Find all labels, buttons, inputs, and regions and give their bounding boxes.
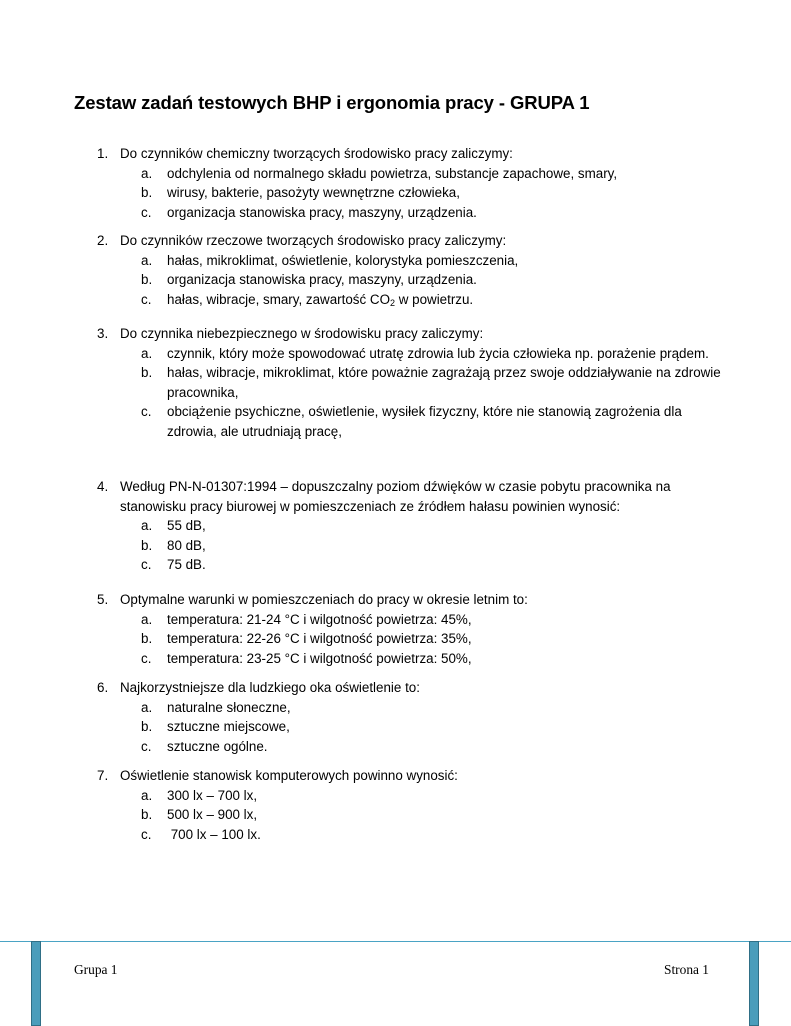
option-text bbox=[167, 290, 727, 310]
option-text: czynnik, który może spowodować utratę zdrowia lub życia człowieka np. porażenie prądem. bbox=[167, 345, 709, 361]
answer-option bbox=[141, 203, 727, 223]
option-letter: c. bbox=[141, 204, 152, 220]
option-letter: c. bbox=[141, 557, 152, 572]
answer-option bbox=[141, 610, 727, 630]
answer-option bbox=[141, 290, 727, 310]
answer-option bbox=[141, 536, 727, 556]
footer-divider bbox=[0, 941, 791, 942]
footer-page-number: Strona 1 bbox=[664, 962, 710, 977]
answer-option bbox=[141, 402, 727, 441]
footer-group-label: Grupa 1 bbox=[74, 962, 118, 977]
option-text: temperatura: 22-26 °C i wilgotność powietrza: 35%, bbox=[167, 631, 472, 646]
question-number: 7. bbox=[97, 768, 109, 783]
option-letter: b. bbox=[141, 631, 153, 646]
option-text: hałas, mikroklimat, oświetlenie, kolorystyka pomieszczenia, bbox=[167, 252, 519, 268]
option-text: odchylenia od normalnego składu powietrza, substancje zapachowe, smary, bbox=[167, 165, 618, 181]
footer-accent-bar-left bbox=[31, 941, 41, 1026]
question-text: Do czynników chemiczny tworzących środowisko pracy zaliczymy: bbox=[120, 146, 513, 161]
option-text: organizacja stanowiska pracy, maszyny, urządzenia. bbox=[167, 204, 477, 220]
question-text: Do czynników rzeczowe tworzących środowisko pracy zaliczymy: bbox=[120, 233, 507, 248]
option-text: 700 lx – 100 lx. bbox=[167, 826, 261, 842]
option-letter: a. bbox=[141, 165, 153, 181]
option-letter: a. bbox=[141, 518, 153, 533]
option-letter: b. bbox=[141, 365, 153, 380]
answer-option bbox=[141, 786, 727, 806]
option-text: naturalne słoneczne, bbox=[167, 699, 291, 715]
answer-option bbox=[141, 251, 727, 271]
option-text: sztuczne miejscowe, bbox=[167, 719, 290, 734]
answer-option bbox=[141, 825, 727, 845]
page-title: Zestaw zadań testowych BHP i ergonomia pracy - GRUPA 1 bbox=[74, 92, 590, 113]
answer-option bbox=[141, 717, 727, 737]
question-4 bbox=[97, 477, 727, 575]
question-7 bbox=[97, 766, 727, 844]
option-letter: c. bbox=[141, 738, 152, 754]
answer-option bbox=[141, 164, 727, 184]
question-6 bbox=[97, 678, 727, 756]
option-letter: c. bbox=[141, 291, 152, 307]
answer-option bbox=[141, 649, 727, 669]
question-text: Oświetlenie stanowisk komputerowych powinno wynosić: bbox=[120, 768, 458, 783]
option-letter: a. bbox=[141, 787, 153, 803]
answer-option bbox=[141, 516, 727, 536]
question-5 bbox=[97, 590, 727, 668]
question-1 bbox=[97, 144, 727, 222]
option-letter: a. bbox=[141, 611, 153, 627]
option-text: 500 lx – 900 lx, bbox=[167, 807, 258, 822]
question-number: 5. bbox=[97, 592, 109, 607]
question-3 bbox=[97, 324, 727, 441]
question-number: 3. bbox=[97, 326, 109, 341]
option-text-tail: w powietrzu. bbox=[395, 291, 474, 307]
answer-option bbox=[141, 363, 727, 402]
answer-option bbox=[141, 698, 727, 718]
option-text: wirusy, bakterie, pasożyty wewnętrzne człowieka, bbox=[167, 185, 460, 200]
answer-option bbox=[141, 737, 727, 757]
subscript: 2 bbox=[390, 297, 396, 308]
answer-option bbox=[141, 344, 727, 364]
answer-option bbox=[141, 270, 727, 290]
option-text: obciążenie psychiczne, oświetlenie, wysiłek fizyczny, które nie stanowią zagrożenia dla zdrowia, ale utrudniają pracę, bbox=[167, 404, 682, 439]
option-letter: b. bbox=[141, 185, 153, 200]
question-2 bbox=[97, 231, 727, 309]
option-text: 300 lx – 700 lx, bbox=[167, 787, 258, 803]
question-text: Optymalne warunki w pomieszczeniach do pracy w okresie letnim to: bbox=[120, 592, 528, 607]
option-letter: b. bbox=[141, 719, 153, 734]
question-text: Do czynnika niebezpiecznego w środowisku pracy zaliczymy: bbox=[120, 326, 484, 341]
option-text: 55 dB, bbox=[167, 518, 206, 533]
question-text: Najkorzystniejsze dla ludzkiego oka oświetlenie to: bbox=[120, 680, 420, 695]
option-letter: c. bbox=[141, 650, 152, 666]
option-letter: a. bbox=[141, 345, 153, 361]
question-text: Według PN-N-01307:1994 – dopuszczalny poziom dźwięków w czasie pobytu pracownika na stanowisku pracy biurowej w pomieszczeniach ze źródłem hałasu powinien wynosić: bbox=[120, 479, 671, 514]
option-text-main: hałas, wibracje, smary, zawartość CO bbox=[167, 291, 390, 307]
option-letter: b. bbox=[141, 272, 153, 287]
question-number: 2. bbox=[97, 233, 109, 248]
footer-accent-bar-right bbox=[749, 941, 759, 1026]
answer-option bbox=[141, 555, 727, 575]
question-number: 4. bbox=[97, 479, 109, 494]
question-number: 6. bbox=[97, 680, 109, 695]
option-letter: b. bbox=[141, 807, 153, 822]
option-text: temperatura: 21-24 °C i wilgotność powietrza: 45%, bbox=[167, 611, 472, 627]
option-letter: a. bbox=[141, 699, 153, 715]
option-text: 80 dB, bbox=[167, 537, 206, 553]
option-text: sztuczne ogólne. bbox=[167, 738, 268, 754]
option-letter: b. bbox=[141, 537, 153, 553]
question-number: 1. bbox=[97, 146, 109, 161]
option-text: organizacja stanowiska pracy, maszyny, urządzenia. bbox=[167, 272, 477, 287]
answer-option bbox=[141, 629, 727, 649]
option-text: 75 dB. bbox=[167, 557, 206, 572]
option-text: temperatura: 23-25 °C i wilgotność powietrza: 50%, bbox=[167, 650, 472, 666]
answer-option bbox=[141, 183, 727, 203]
option-text: hałas, wibracje, mikroklimat, które poważnie zagrażają przez swoje oddziaływanie na zdrowie pracownika, bbox=[167, 365, 721, 400]
option-letter: c. bbox=[141, 826, 152, 842]
answer-option bbox=[141, 805, 727, 825]
option-letter: a. bbox=[141, 252, 153, 268]
option-letter: c. bbox=[141, 404, 152, 419]
